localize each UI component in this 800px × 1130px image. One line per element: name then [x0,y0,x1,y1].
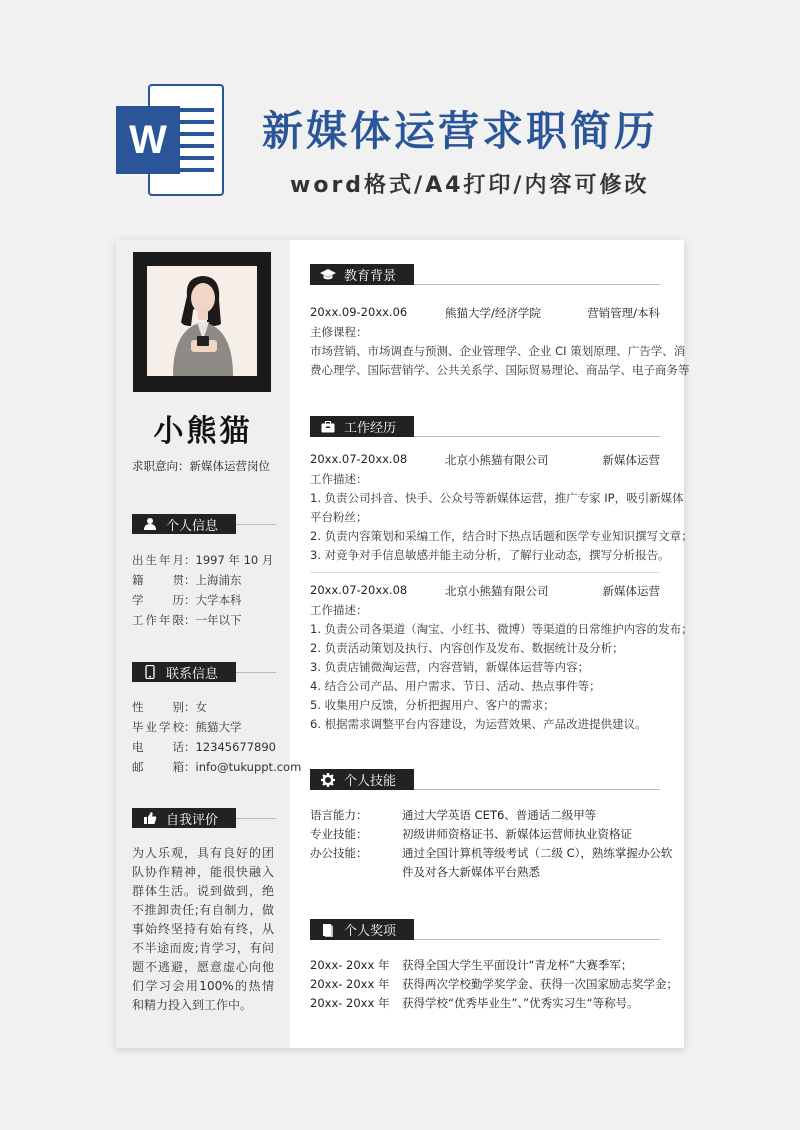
education-row: 20xx.09-20xx.06 熊猫大学/经济学院 营销管理/本科 [310,305,660,320]
info-work-years: 工作年限：一年以下 [132,613,242,627]
divider-line [414,789,660,790]
award-row: 20xx- 20xx 年 获得全国大学生平面设计“青龙杯”大赛季军； [310,958,633,972]
briefcase-icon [320,420,336,434]
work-line: 2. 负责活动策划及执行、内容创作及发布、数据统计及分析； [310,641,624,655]
graduation-cap-icon [320,268,336,282]
personal-info-heading: 个人信息 [132,514,236,534]
job-divider [310,572,660,573]
resume-sidebar [116,240,302,1048]
divider-line [236,818,276,819]
user-icon [142,517,158,531]
contact-school: 毕业学校：熊猫大学 [132,720,242,734]
contact-phone[interactable]: 电话：12345677890 [132,740,276,754]
work-line: 2. 负责内容策划和采编工作，结合时下热点话题和医学专业知识撰写文章； [310,529,693,543]
skill-row: 专业技能： 初级讲师资格证书、新媒体运营师执业资格证 [310,827,632,841]
work-line: 6. 根据需求调整平台内容建设，为运营效果、产品改进提供建议。 [310,717,647,731]
work-job-row: 20xx.07-20xx.08 北京小熊猫有限公司 新媒体运营 [310,583,660,598]
work-line: 1. 负责公司各渠道（淘宝、小红书、微博）等渠道的日常维护内容的发布； [310,622,693,636]
work-line: 平台粉丝； [310,510,368,524]
gear-icon [320,773,336,787]
award-row: 20xx- 20xx 年 获得两次学校勤学奖学金、获得一次国家励志奖学金； [310,977,678,991]
book-icon [320,923,336,937]
work-line: 4. 结合公司产品、用户需求、节日、活动、热点事件等； [310,679,601,693]
skills-heading: 个人技能 [310,769,414,790]
work-line: 5. 收集用户反馈，分析把握用户、客户的需求； [310,698,555,712]
self-eval-text: 为人乐观，具有良好的团队协作精神，能很快融入群体生活。说到做到，绝不推卸责任;有自制力，做事始终坚持有始有终，从不半途而废;肯学习，有问题不逃避，愿意虚心向他们学习会用100%的热情和精力投入到工作中。 [132,846,274,1012]
resume-paper [116,240,693,1048]
info-birth: 出生年月：1997 年 10 月 [132,553,274,567]
education-line: 费心理学、国际营销学、公共关系学、国际贸易理论、商品学、电子商务等 [310,363,690,377]
divider-line [236,524,276,525]
education-line: 市场营销、市场调查与预测、企业管理学、企业 CI 策划原理、广告学、消 [310,344,686,358]
skill-row: 语言能力： 通过大学英语 CET6、普通话二级甲等 [310,808,597,822]
candidate-name: 小熊猫 [153,414,253,449]
awards-heading: 个人奖项 [310,919,414,940]
contact-email[interactable]: 邮箱：info@tukuppt.com [132,760,302,774]
work-job-row: 20xx.07-20xx.08 北京小熊猫有限公司 新媒体运营 [310,452,660,467]
self-eval-heading: 自我评价 [132,808,236,828]
profile-photo [147,266,257,376]
divider-line [414,939,660,940]
divider-line [414,284,660,285]
work-heading: 工作经历 [310,416,414,437]
contact-info-heading: 联系信息 [132,662,236,682]
banner-subtitle: word格式/A4打印/内容可修改 [290,173,650,198]
thumbs-up-icon [142,811,158,825]
word-icon [116,84,226,196]
divider-line [236,672,276,673]
job-intent: 求职意向：新媒体运营岗位 [132,459,270,473]
education-heading: 教育背景 [310,264,414,285]
info-education: 学历：大学本科 [132,593,242,607]
award-row: 20xx- 20xx 年 获得学校“优秀毕业生”、”优秀实习生“等称号。 [310,996,639,1010]
phone-icon [142,665,158,679]
photo-frame [133,252,271,392]
work-line: 工作描述： [310,603,368,617]
work-line: 3. 负责店铺微淘运营，内容营销，新媒体运营等内容； [310,660,590,674]
info-origin: 籍贯：上海浦东 [132,573,242,587]
contact-gender: 性别：女 [132,700,207,714]
education-line: 主修课程： [310,325,368,339]
skill-row: 办公技能： 通过全国计算机等级考试（二级 C），熟练掌握办公软 [310,846,673,860]
word-letter-badge: W [116,106,180,174]
resume-main: 教育背景 20xx.09-20xx.06 熊猫大学/经济学院 营销管理/本科 主修课程： 市场营销、市场调查与预测、企业管理学、企业 CI 策划原理、广告学、消 费心理学、国际营销学、公共关系学、国际贸易理论、商品学、电子商务等 工作经历 20xx.07-20xx.08 北京小熊猫有限公司 新媒体运营 工作描述： 1. 负责公司抖音、快手、公众号等新媒体运营，推广专家 IP，吸引新媒体 平台粉丝； 2. 负责内容策划和采编工作，结合时下热点话题和医学专业知识撰写文章； 3. 对竞争对手信息敏感并能主动分析，了解行业动态，撰写分析报告。 20xx.07-20xx.08 北京小熊猫有限公司 新媒体运营 工作描述： 1. 负责公司各渠道（淘宝、小红书、微博）等渠道的日常维护内容的发布； 2. 负责活动策划及执行、内容创作及发布、数据统计及分析； 3. 负责店铺微淘运营，内容营销，新媒体运营等内容； 4. 结合公司产品、用户需求、节日、活动、热点事件等； 5. 收集用户反馈，分析把握用户、客户的需求； 6. 根据需求调整平台内容建设，为运营效果、产品改进提供建议。 个人技能 语言能力： 通过大学英语 CET6、普通话二级甲等 专业技能： 初级讲师资格证书、新媒体运营师执业资格证 办公技能： 通过全国计算机等级考试（二级 C），熟练掌握办公软 件及对各大新媒体平台熟悉 个人奖项 20xx- 20xx 年 获得全国大学生平面设计“青龙杯”大赛季军； 20xx- 20xx 年 获得两次学校勤学奖学金、获得一次国家励志奖学金； 20xx- 20xx 年 获得学校“优秀毕业生”、”优秀实习生“等称号。 [290,240,684,1048]
work-line: 工作描述： [310,472,368,486]
divider-line [414,436,660,437]
banner-title: 新媒体运营求职简历 [262,107,658,155]
work-line: 1. 负责公司抖音、快手、公众号等新媒体运营，推广专家 IP，吸引新媒体 [310,491,684,505]
work-line: 3. 对竞争对手信息敏感并能主动分析，了解行业动态，撰写分析报告。 [310,548,670,562]
